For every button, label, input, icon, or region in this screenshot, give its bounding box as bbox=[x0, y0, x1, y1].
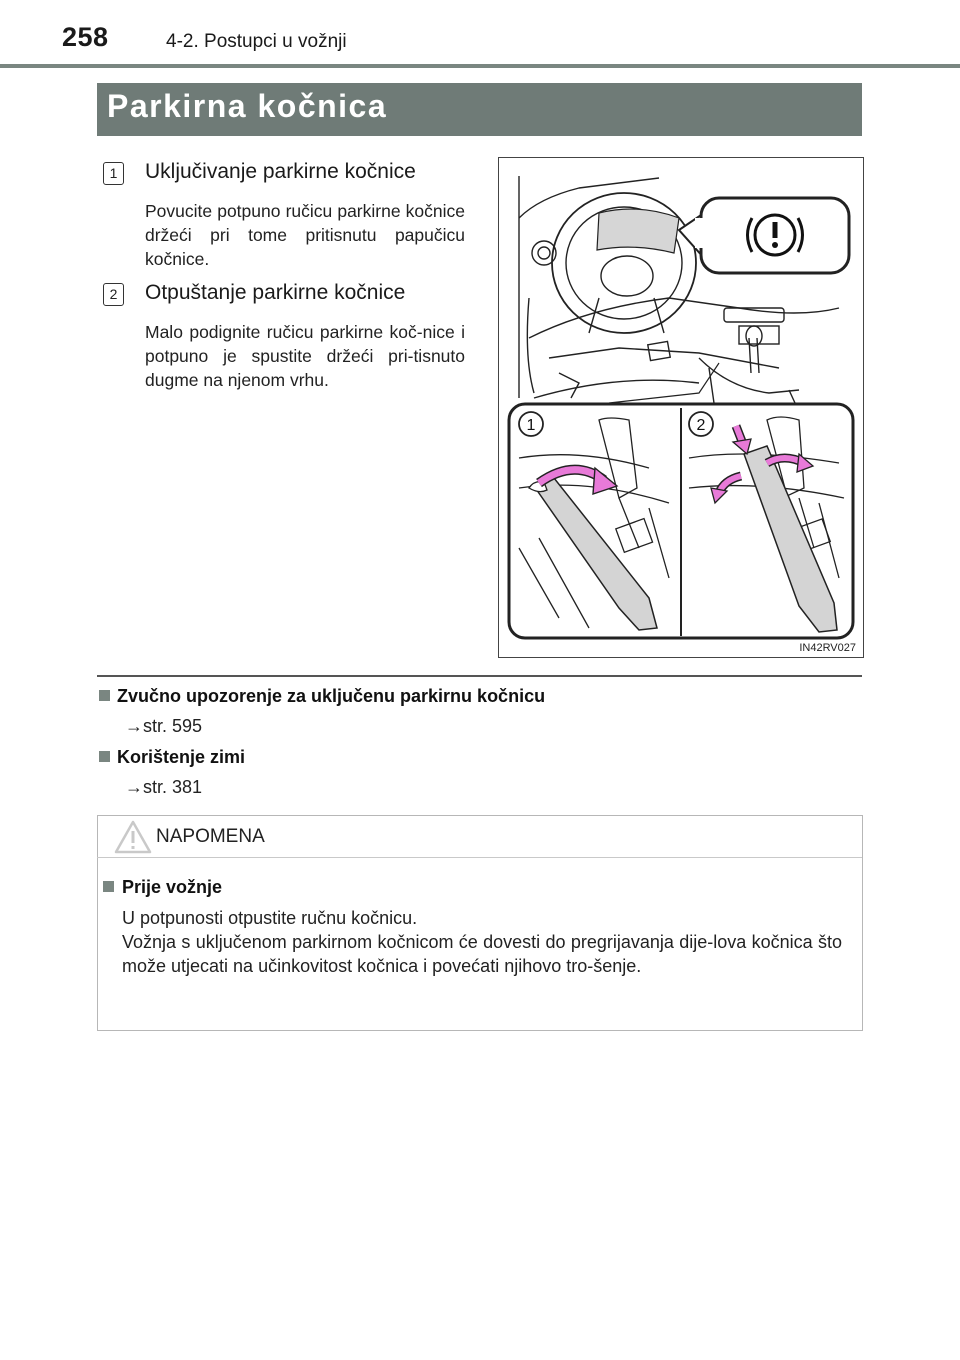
notice-label: NAPOMENA bbox=[156, 826, 265, 847]
panel-1-badge: 1 bbox=[526, 417, 536, 434]
page-number: 258 bbox=[62, 22, 109, 52]
panel-2-badge: 2 bbox=[696, 417, 706, 434]
step-1-title: Uključivanje parkirne kočnice bbox=[145, 160, 416, 183]
section-label: 4-2. Postupci u vožnji bbox=[166, 31, 347, 52]
note-1-ref[interactable]: →str. 595 bbox=[125, 716, 203, 736]
parking-brake-illustration bbox=[498, 157, 864, 658]
bullet-square-icon bbox=[99, 690, 110, 701]
note-2-title: Korištenje zimi bbox=[99, 747, 245, 768]
note-1-title: Zvučno upozorenje za uključenu parkirnu kočnicu bbox=[99, 686, 545, 707]
page-title: Parkirna kočnica bbox=[107, 88, 388, 124]
section-divider bbox=[97, 675, 862, 677]
step-2-title: Otpuštanje parkirne kočnice bbox=[145, 281, 406, 304]
illustration-code: IN42RV027 bbox=[799, 642, 856, 654]
step-1-badge: 1 bbox=[103, 162, 124, 185]
step-1-body: Povucite potpuno ručicu parkirne kočnice držeći pri tome pritisnutu papučicu kočnice. bbox=[145, 201, 465, 269]
warning-triangle-icon bbox=[114, 820, 152, 854]
note-2-ref[interactable]: →str. 381 bbox=[125, 777, 203, 797]
notice-header-rule bbox=[97, 857, 862, 858]
notice-line-1: U potpunosti otpustite ručnu kočnicu. bbox=[122, 908, 418, 928]
bullet-square-icon bbox=[103, 881, 114, 892]
bullet-square-icon bbox=[99, 751, 110, 762]
step-2-body: Malo podignite ručicu parkirne koč-nice i potpuno je spustite držeći pri-tisnuto dugme na njenom vrhu. bbox=[145, 322, 465, 390]
step-2-badge: 2 bbox=[103, 283, 124, 306]
notice-item-title: Prije vožnje bbox=[103, 877, 222, 898]
notice-line-2: Vožnja s uključenom parkirnom kočnicom će dovesti do pregrijavanja dije-lova kočnica što može utjecati na učinkovitost kočnica i povećati njihovo tro-šenje. bbox=[122, 932, 842, 976]
notice-body bbox=[122, 906, 842, 978]
header-rule bbox=[0, 64, 960, 68]
dashboard-drawing bbox=[499, 158, 863, 657]
